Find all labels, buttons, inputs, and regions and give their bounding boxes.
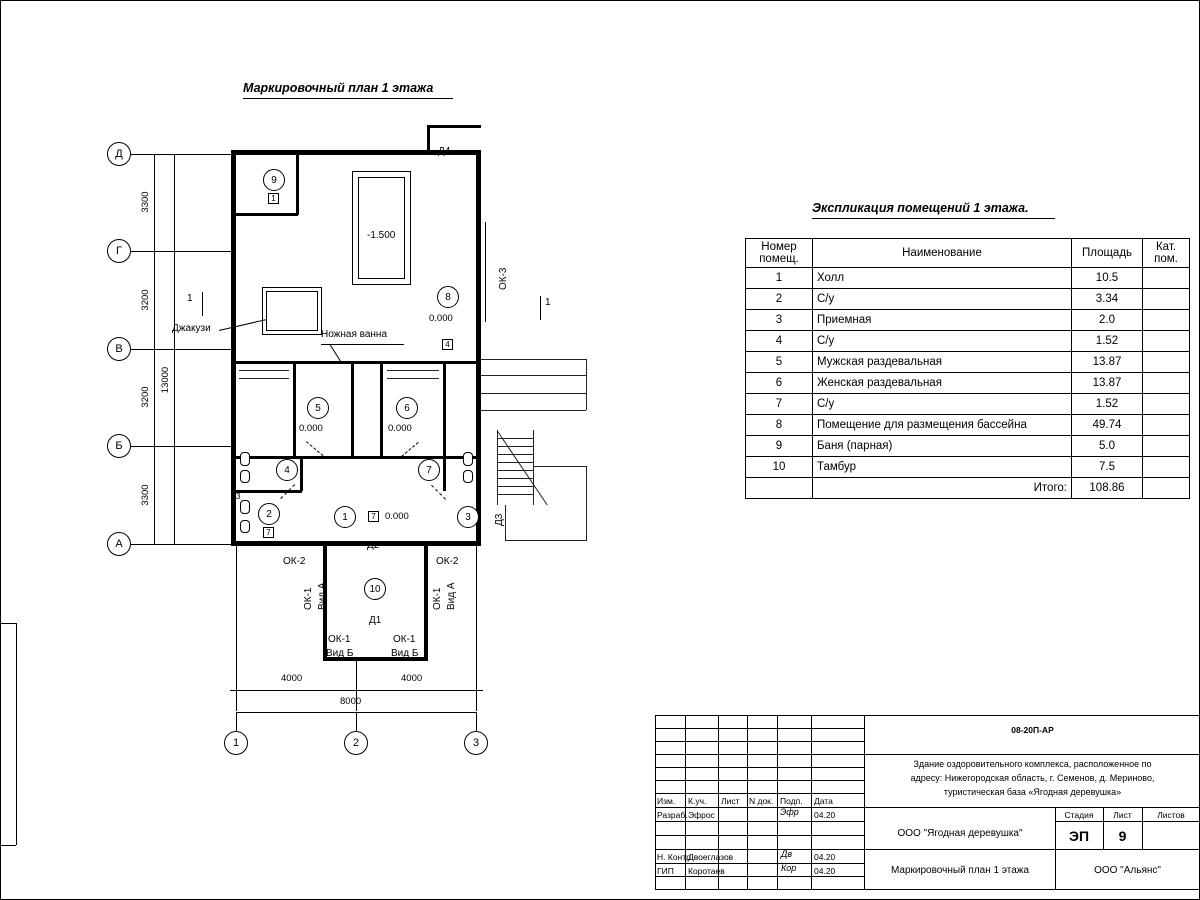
axis-leader-v: [131, 349, 231, 350]
cell-area: 5.0: [1072, 436, 1143, 457]
role-name-razrab: Эфрос: [688, 810, 715, 820]
dim-tick-d1: [148, 154, 162, 155]
rev-row-5: [655, 780, 865, 781]
object-line-2: адресу: Нижегородская область, г. Семенов, д. Мериново,: [910, 773, 1155, 783]
cell-area: 3.34: [1072, 289, 1143, 310]
window-label-ok2-right: ОК-2: [436, 556, 459, 567]
stamp-div-stage-row: [1055, 821, 1200, 822]
total-value: 108.86: [1072, 478, 1143, 499]
axis-leader-g: [131, 251, 231, 252]
partition-h-lower: [236, 456, 476, 459]
cell-kat: [1143, 268, 1190, 289]
window-label-ok1-b-left: ОК-1: [328, 634, 351, 645]
room-circle-5: 5: [307, 397, 329, 419]
table-row: [746, 436, 1190, 457]
table-row: [746, 373, 1190, 394]
rev-row-header: [655, 793, 865, 794]
axis-leader-1: [236, 713, 237, 731]
fixture-wc-3: [463, 470, 473, 483]
window-label-ok1-left-view: Вид А: [317, 582, 328, 610]
section-arrow-left: [202, 292, 203, 316]
pool-inner: [358, 177, 405, 279]
table-row: [746, 394, 1190, 415]
table-row: [746, 310, 1190, 331]
room-circle-4: 4: [276, 459, 298, 481]
role-label-razrab: Разраб.: [657, 810, 688, 820]
table-row: [746, 289, 1190, 310]
section-mark-left: 1: [187, 293, 193, 304]
fixture-sink-2: [240, 500, 250, 514]
role-name-nkontr: Двоеглазов: [688, 852, 734, 862]
cell-kat: [1143, 394, 1190, 415]
cell-kat: [1143, 415, 1190, 436]
stair-step-8: [497, 494, 534, 495]
axis-circle-3: 3: [464, 731, 488, 755]
plan-title-underline: [243, 98, 453, 99]
cell-name: С/у: [813, 331, 1072, 352]
col-header-izm: Изм.: [657, 796, 676, 806]
dim-left-total: 13000: [160, 366, 171, 394]
dim-line-left-outer: [174, 154, 175, 544]
pool-level-mark: -1.500: [367, 230, 396, 241]
role-date-gip: 04.20: [814, 866, 836, 876]
table-row: [746, 331, 1190, 352]
cell-area: 13.87: [1072, 352, 1143, 373]
wall-bump-top: [427, 125, 481, 128]
rev-row-11: [655, 876, 865, 877]
section-mark-right: 1: [545, 297, 551, 308]
dim-tick-d2: [148, 251, 162, 252]
door-label-d3: Д3: [494, 513, 505, 526]
dim-left-3200-a: 3200: [140, 289, 151, 311]
axis-leader-b: [131, 446, 231, 447]
fixture-label-3: 3: [236, 492, 241, 501]
axis-circle-d: Д: [107, 142, 131, 166]
sheets-label: Листов: [1157, 810, 1185, 820]
cell-name: Мужская раздевальная: [813, 352, 1072, 373]
bench-right: [387, 370, 439, 371]
dim-tick-d3: [148, 349, 162, 350]
stair-step-5: [497, 470, 534, 471]
cell-area: 1.52: [1072, 394, 1143, 415]
object-line-3: туристическая база «Ягодная деревушка»: [943, 787, 1122, 797]
role-date-razrab: 04.20: [814, 810, 836, 820]
explication-table: [745, 238, 1190, 499]
partition-sauna-h: [236, 213, 298, 216]
project-code: 08-20П-АР: [1011, 725, 1054, 735]
axis-circle-1: 1: [224, 731, 248, 755]
door-tag-2: 7: [263, 527, 274, 538]
stair-step-7: [497, 486, 534, 487]
door-tag-8: 4: [442, 339, 453, 350]
stage-label: Стадия: [1064, 810, 1094, 820]
rev-row-9: [655, 849, 865, 850]
dim-bottom-4000-left: 4000: [281, 673, 303, 684]
header-kat: Кат. пом.: [1143, 239, 1190, 268]
table-header-row: [746, 239, 1190, 268]
level-mark-6: 0.000: [388, 423, 412, 434]
cell-area: 7.5: [1072, 457, 1143, 478]
wall-bottom: [231, 541, 481, 546]
dim-tick-o2: [168, 544, 182, 545]
col-header-ndok: N док.: [749, 796, 774, 806]
terrace-right-box-left: [505, 505, 506, 541]
partition-v-2: [351, 364, 354, 456]
door-tag-9: 1: [268, 193, 279, 204]
door-swing-2: [401, 441, 419, 457]
col-header-list: Лист: [721, 796, 740, 806]
cell-number: 5: [746, 352, 813, 373]
bench-left: [239, 370, 289, 371]
rev-row-1: [655, 728, 865, 729]
cell-number: 2: [746, 289, 813, 310]
col-header-podp: Подп.: [780, 796, 803, 806]
fixture-wc-2: [240, 520, 250, 533]
sheet-border-top: [0, 0, 1200, 1]
table-row: [746, 457, 1190, 478]
foot-bath-underline: [321, 344, 404, 345]
role-date-nkontr: 04.20: [814, 852, 836, 862]
role-name-gip: Коротаев: [688, 866, 725, 876]
axis-circle-g: Г: [107, 239, 131, 263]
dim-ext-left: [236, 546, 237, 711]
role-sign-nkontr: Дв: [781, 849, 793, 859]
object-line-1: Здание оздоровительного комплекса, расположенное по: [913, 759, 1152, 769]
dim-tick-o1: [168, 154, 182, 155]
dim-tick-b2: [350, 690, 363, 691]
cell-name: С/у: [813, 289, 1072, 310]
axis-leader-2: [356, 713, 357, 731]
cell-name: Тамбур: [813, 457, 1072, 478]
rev-row-7: [655, 821, 865, 822]
explication-title: Экспликация помещений 1 этажа.: [812, 201, 1029, 215]
bench-right-2: [387, 378, 439, 379]
table-row: [746, 268, 1190, 289]
window-label-ok2-left: ОК-2: [283, 556, 306, 567]
col-header-kuch: К.уч.: [688, 796, 707, 806]
cell-kat: [1143, 457, 1190, 478]
door-label-d1: Д1: [369, 615, 382, 626]
header-area: Площадь: [1072, 239, 1143, 268]
dim-tick-b1: [230, 690, 243, 691]
cell-name: Женская раздевальная: [813, 373, 1072, 394]
partition-v-7: [443, 459, 446, 491]
cell-number: 10: [746, 457, 813, 478]
cell-name: Баня (парная): [813, 436, 1072, 457]
axis-leader-3: [476, 713, 477, 731]
terrace-edge-v: [586, 359, 587, 410]
door-swing-1: [305, 441, 323, 457]
role-label-nkontr: Н. Контр.: [657, 852, 694, 862]
title-block: [655, 715, 1200, 890]
cell-kat: [1143, 289, 1190, 310]
col-header-data: Дата: [814, 796, 833, 806]
door-tag-1: 7: [368, 511, 379, 522]
role-sign-gip: Кор: [781, 863, 797, 873]
window-label-ok1-right: ОК-1: [432, 587, 443, 610]
terrace-line-2: [481, 375, 586, 376]
partition-h-upper: [236, 361, 476, 364]
room-circle-8: 8: [437, 286, 459, 308]
rev-row-8: [655, 835, 865, 836]
cell-name: Холл: [813, 268, 1072, 289]
level-mark-5: 0.000: [299, 423, 323, 434]
axis-circle-v: В: [107, 337, 131, 361]
stair-step-4: [497, 462, 534, 463]
cell-kat: [1143, 310, 1190, 331]
company-name: ООО "Ягодная деревушка": [897, 828, 1023, 839]
cell-area: 49.74: [1072, 415, 1143, 436]
terrace-right-box-top: [534, 466, 586, 467]
room-circle-2: 2: [258, 503, 280, 525]
partition-v-4: [443, 364, 446, 456]
cell-name: С/у: [813, 394, 1072, 415]
room-circle-1: 1: [334, 506, 356, 528]
ok3-window-line: [485, 222, 486, 322]
jacuzzi-leader: [219, 319, 266, 331]
table-total-row: [746, 478, 1190, 499]
wall-right: [476, 150, 481, 546]
dim-left-3300-top: 3300: [140, 191, 151, 213]
cell-kat: [1143, 331, 1190, 352]
tambur-right-wall: [424, 546, 428, 661]
partition-v-5: [300, 459, 303, 491]
room-circle-10: 10: [364, 578, 386, 600]
window-label-ok1-b-left-view: Вид Б: [326, 648, 354, 659]
sheet-label: Лист: [1113, 810, 1132, 820]
partition-v-3: [380, 364, 383, 456]
dim-left-3200-b: 3200: [140, 386, 151, 408]
terrace-right-box-right: [586, 466, 587, 540]
stair-step-3: [497, 454, 534, 455]
door-label-d2: Д2: [367, 540, 380, 551]
total-blank: [746, 478, 813, 499]
dim-left-3300-bottom: 3300: [140, 484, 151, 506]
cell-area: 13.87: [1072, 373, 1143, 394]
cell-number: 1: [746, 268, 813, 289]
role-label-gip: ГИП: [657, 866, 674, 876]
door-label-d4: Д4: [438, 146, 451, 157]
stamp-div-company: [865, 849, 1200, 850]
total-kat: [1143, 478, 1190, 499]
terrace-right-box-bottom: [505, 540, 587, 541]
explication-title-underline: [812, 218, 1055, 219]
cell-kat: [1143, 436, 1190, 457]
section-arrow-right: [540, 296, 541, 320]
plan-title: Маркировочный план 1 этажа: [243, 81, 434, 95]
total-label: Итого:: [813, 478, 1072, 499]
rev-row-4: [655, 767, 865, 768]
role-sign-razrab: Эфр: [780, 807, 799, 817]
left-margin-mark-3: [16, 623, 17, 845]
jacuzzi-inner: [266, 291, 318, 331]
cell-name: Помещение для размещения бассейна: [813, 415, 1072, 436]
cell-number: 9: [746, 436, 813, 457]
stamp-div-code: [865, 754, 1200, 755]
stamp-div-object: [865, 807, 1200, 808]
sheet-border-left: [0, 0, 1, 900]
cell-name: Приемная: [813, 310, 1072, 331]
cell-number: 8: [746, 415, 813, 436]
cell-number: 4: [746, 331, 813, 352]
wall-bump-left: [427, 125, 430, 152]
dim-bottom-4000-right: 4000: [401, 673, 423, 684]
header-name: Наименование: [813, 239, 1072, 268]
designer-company: ООО "Альянс": [1094, 865, 1161, 876]
fixture-sink-3: [463, 452, 473, 466]
partition-v-6: [236, 490, 302, 493]
foot-bath-label: Ножная ванна: [321, 329, 388, 340]
dim-tick-d5: [148, 544, 162, 545]
room-circle-3: 3: [457, 506, 479, 528]
left-margin-mark-2: [0, 845, 16, 846]
room-circle-6: 6: [396, 397, 418, 419]
table-row: [746, 352, 1190, 373]
level-mark-1: 0.000: [385, 511, 409, 522]
window-label-ok1-b-right-view: Вид Б: [391, 648, 419, 659]
cell-number: 6: [746, 373, 813, 394]
room-circle-7: 7: [418, 459, 440, 481]
window-label-ok1-b-right: ОК-1: [393, 634, 416, 645]
dim-tick-b3: [470, 690, 483, 691]
cell-kat: [1143, 352, 1190, 373]
rev-row-2: [655, 741, 865, 742]
terrace-line-3: [481, 393, 586, 394]
stair-step-2: [497, 446, 534, 447]
terrace-line-1: [481, 359, 586, 360]
cell-number: 3: [746, 310, 813, 331]
room-circle-9: 9: [263, 169, 285, 191]
cell-area: 10.5: [1072, 268, 1143, 289]
left-margin-mark-1: [0, 623, 16, 624]
window-label-ok1-left: ОК-1: [303, 587, 314, 610]
fixture-sink-1: [240, 452, 250, 466]
dim-ext-right: [476, 546, 477, 711]
sheet-title: Маркировочный план 1 этажа: [890, 865, 1030, 876]
dim-bottom-total: 8000: [340, 696, 362, 707]
axis-circle-b: Б: [107, 434, 131, 458]
dim-tick-d4: [148, 446, 162, 447]
window-label-ok3: ОК-3: [498, 267, 509, 290]
table-row: [746, 415, 1190, 436]
partition-sauna-v: [296, 153, 299, 215]
cell-kat: [1143, 373, 1190, 394]
bench-left-2: [239, 378, 289, 379]
rev-row-10: [655, 863, 865, 864]
wall-left: [231, 150, 236, 546]
cell-area: 1.52: [1072, 331, 1143, 352]
jacuzzi-label: Джакузи: [172, 323, 211, 334]
partition-v-1: [293, 364, 296, 456]
cell-area: 2.0: [1072, 310, 1143, 331]
axis-circle-2: 2: [344, 731, 368, 755]
fixture-wc-1: [240, 470, 250, 483]
sheet-value: 9: [1118, 828, 1127, 844]
axis-circle-a: А: [107, 532, 131, 556]
window-label-ok1-right-view: Вид А: [446, 582, 457, 610]
cell-number: 7: [746, 394, 813, 415]
terrace-line-4: [481, 410, 586, 411]
rev-row-6: [655, 807, 865, 808]
level-mark-8: 0.000: [429, 313, 453, 324]
header-number: Номер помещ.: [746, 239, 813, 268]
stage-value: ЭП: [1068, 828, 1090, 844]
rev-row-3: [655, 754, 865, 755]
